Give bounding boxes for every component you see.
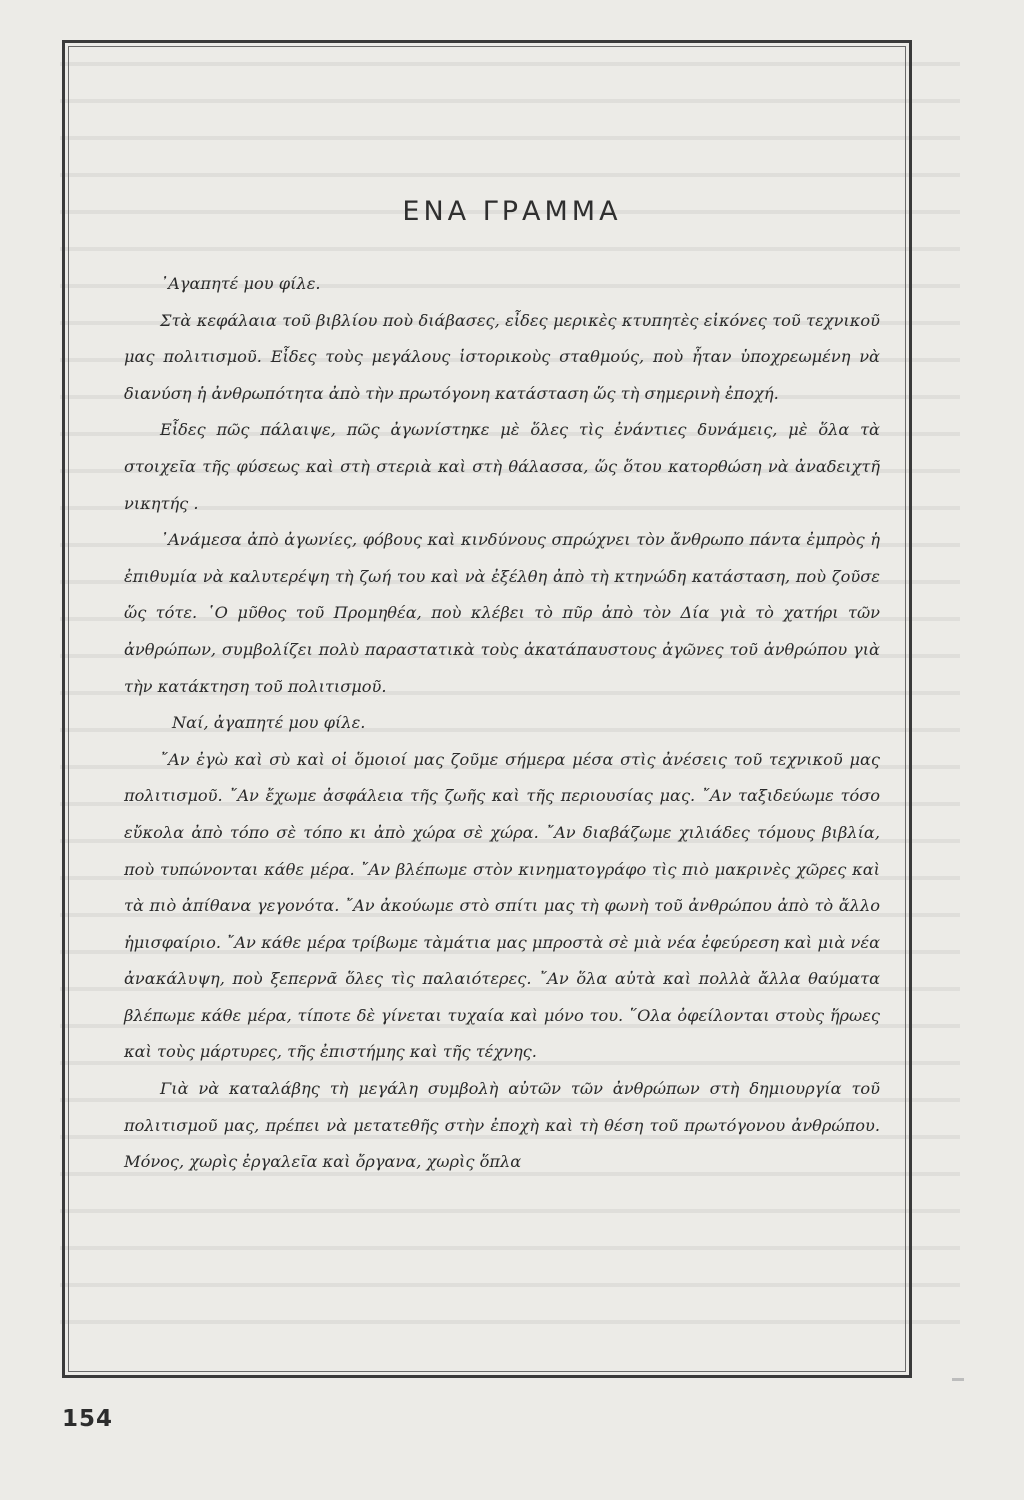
page-number: 154: [62, 1406, 114, 1432]
paragraph-3: ᾿Ανάμεσα ἀπὸ ἀγωνίες, φόβους καὶ κινδύνους σπρώχνει τὸν ἄνθρωπο πάντα ἐμπρὸς ἡ ἐπιθυμία νὰ καλυτερέψη τὴ ζωή του καὶ νὰ ἐξέλθη ἀπὸ τὴ κτηνώδη κατάσταση, ποὺ ζοῦσε ὥς τότε. ῾Ο μῦθος τοῦ Προμηθέα, ποὺ κλέβει τὸ πῦρ ἀπὸ τὸν Δία γιὰ τὸ χατήρι τῶν ἀνθρώπων, συμβολίζει πολὺ παραστατικὰ τοὺς ἀκατάπαυστους ἀγῶνες τοῦ ἀνθρώπου γιὰ τὴν κατάκτηση τοῦ πολιτισμοῦ.: [124, 530, 880, 696]
letter-body: [124, 266, 880, 1181]
salutation: ᾿Αγαπητέ μου φίλε.: [160, 274, 321, 293]
paragraph-4: Ναί, ἀγαπητέ μου φίλε.: [172, 713, 366, 733]
paragraph-6: Γιὰ νὰ καταλάβης τὴ μεγάλη συμβολὴ αὐτῶν τῶν ἀνθρώπων στὴ δημιουργία τοῦ πολιτισμοῦ μας, πρέπει νὰ μετατεθῆς στὴν ἐποχὴ καὶ τὴ θέση τοῦ πρωτόγονου ἀνθρώπου. Μόνος, χωρὶς ἐργαλεῖα καὶ ὄργανα, χωρὶς ὅπλα: [124, 1079, 880, 1172]
page-title: ΕΝΑ ΓΡΑΜΜΑ: [402, 196, 622, 227]
paragraph-5: ῎Αν ἐγὼ καὶ σὺ καὶ οἱ ὅμοιοί μας ζοῦμε σήμερα μέσα στὶς ἀνέσεις τοῦ τεχνικοῦ μας πολιτισμοῦ. ῎Αν ἔχωμε ἀσφάλεια τῆς ζωῆς καὶ τῆς περιουσίας μας. ῎Αν ταξιδεύωμε τόσο εὔκολα ἀπὸ τόπο σὲ τόπο κι ἀπὸ χώρα σὲ χώρα. ῎Αν διαβάζωμε χιλιάδες τόμους βιβλία, ποὺ τυπώνονται κάθε μέρα. ῎Αν βλέπωμε στὸν κινηματογράφο τὶς πιὸ μακρινὲς χῶρες καὶ τὰ πιὸ ἀπίθανα γεγονότα. ῎Αν ἀκούωμε στὸ σπίτι μας τὴ φωνὴ τοῦ ἀνθρώπου ἀπὸ τὸ ἄλλο ἡμισφαίριο. ῎Αν κάθε μέρα τρίβωμε τὰμάτια μας μπροστὰ σὲ μιὰ νέα ἐφεύρεση καὶ μιὰ νέα ἀνακάλυψη, ποὺ ξεπερνᾶ ὅλες τὶς παλαιότερες. ῎Αν ὅλα αὐτὰ καὶ πολλὰ ἄλλα θαύματα βλέπωμε κάθε μέρα, τίποτε δὲ γίνεται τυχαία καὶ μόνο του. ῞Ολα ὀφείλονται στοὺς ἥρωες καὶ τοὺς μάρτυρες, τῆς ἐπιστήμης καὶ τῆς τέχνης.: [124, 749, 880, 1062]
paragraph-2: Εἶδες πῶς πάλαιψε, πῶς ἀγωνίστηκε μὲ ὅλες τὶς ἐνάντιες δυνάμεις, μὲ ὅλα τὰ στοιχεῖα τῆς φύσεως καὶ στὴ στεριὰ καὶ στὴ θάλασσα, ὥς ὅτου κατορθώση νὰ ἀναδειχτῆ νικητής .: [124, 420, 880, 513]
paragraph-1: Στὰ κεφάλαια τοῦ βιβλίου ποὺ διάβασες, εἶδες μερικὲς κτυπητὲς εἰκόνες τοῦ τεχνικοῦ μας πολιτισμοῦ. Εἶδες τοὺς μεγάλους ἱστορικοὺς σταθμούς, ποὺ ἦταν ὑποχρεωμένη νὰ διανύση ἡ ἀνθρωπότητα ἀπὸ τὴν πρωτόγονη κατάσταση ὥς τὴ σημερινὴ ἐποχή.: [124, 310, 880, 403]
edge-mark: [952, 1378, 964, 1381]
